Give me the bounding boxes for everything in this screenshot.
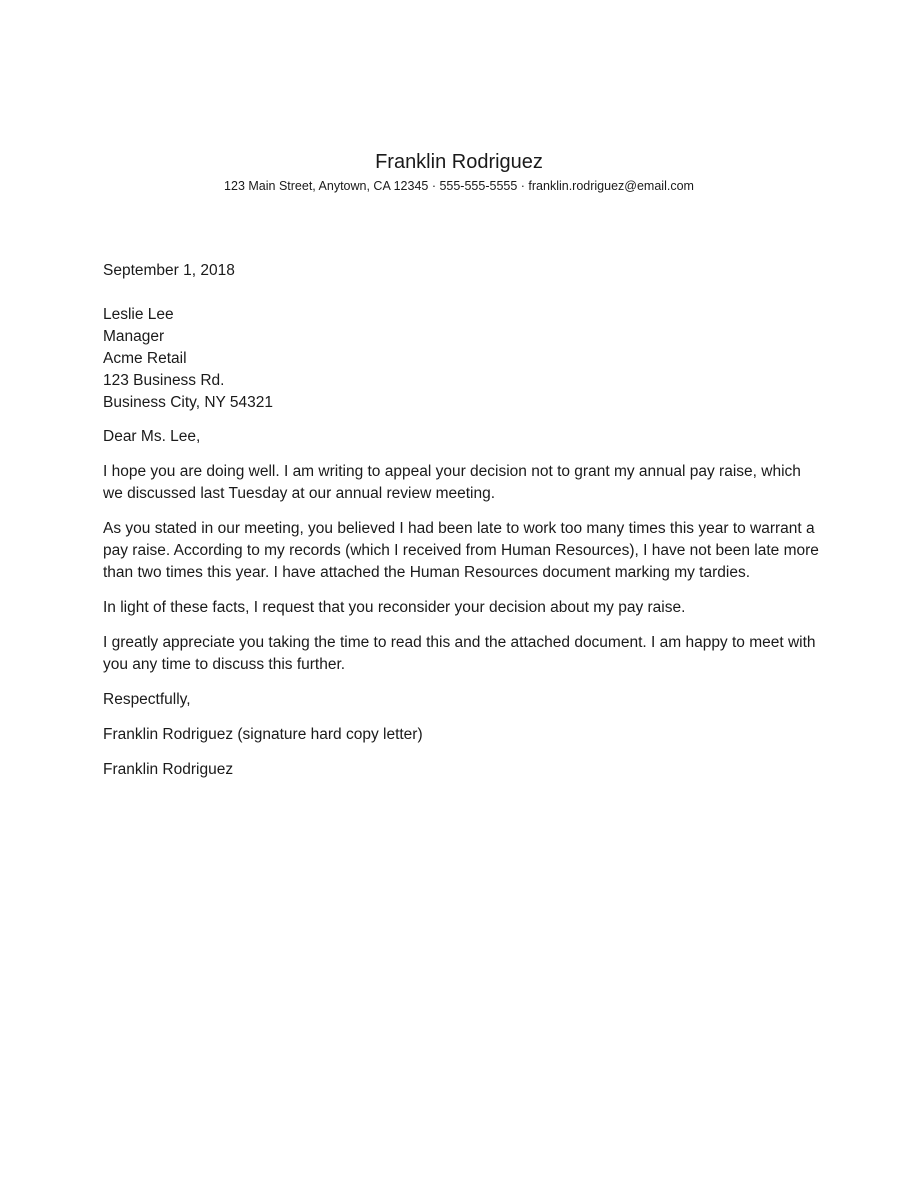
paragraph-3: In light of these facts, I request that you reconsider your decision about my pay raise. [103, 599, 686, 616]
recipient-title: Manager [103, 328, 165, 345]
paragraph-1: I hope you are doing well. I am writing to appeal your decision not to grant my annual pay raise, which we discussed last Tuesday at our annual review meeting. [103, 463, 801, 502]
letter-date: September 1, 2018 [103, 262, 235, 279]
closing: Respectfully, [103, 691, 191, 708]
recipient-name: Leslie Lee [103, 306, 174, 323]
recipient-street: 123 Business Rd. [103, 372, 225, 389]
salutation: Dear Ms. Lee, [103, 428, 201, 445]
paragraph-4: I greatly appreciate you taking the time to read this and the attached document. I am happy to meet with you any time to discuss this further. [103, 634, 816, 673]
sender-contact-line: 123 Main Street, Anytown, CA 12345 · 555-555-5555 · franklin.rodriguez@email.com [224, 179, 694, 193]
typed-name: Franklin Rodriguez [103, 761, 234, 778]
signature-line: Franklin Rodriguez (signature hard copy letter) [103, 726, 423, 743]
recipient-company: Acme Retail [103, 350, 187, 367]
paragraph-2: As you stated in our meeting, you believed I had been late to work too many times this year to warrant a pay raise. According to my records (which I received from Human Resources), I have not been late more than two times this year. I have attached the Human Resources document marking my tardies. [103, 520, 819, 581]
letter-body [103, 260, 823, 794]
recipient-city: Business City, NY 54321 [103, 394, 274, 411]
letterhead [0, 150, 918, 194]
recipient-address-block [103, 304, 823, 414]
sender-name: Franklin Rodriguez [375, 151, 543, 173]
